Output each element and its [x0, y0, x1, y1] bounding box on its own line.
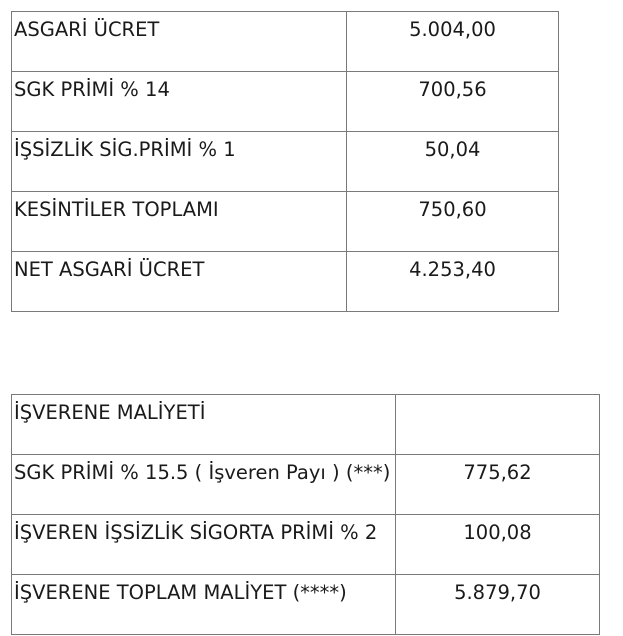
- table-row: [12, 455, 600, 515]
- table-row: [12, 515, 600, 575]
- row-value-employer-unemployment-premium: 100,08: [396, 515, 600, 575]
- row-label-employer-sgk-premium: SGK PRİMİ % 15.5 ( İşveren Payı ) (***): [12, 455, 396, 515]
- row-label-net-minimum-wage: NET ASGARİ ÜCRET: [12, 252, 347, 312]
- table-row: [12, 72, 559, 132]
- row-value-sgk-premium: 700,56: [347, 72, 559, 132]
- row-value-employer-sgk-premium: 775,62: [396, 455, 600, 515]
- table-header-row: [12, 395, 600, 455]
- table-row: [12, 575, 600, 635]
- minimum-wage-table: [11, 11, 559, 312]
- row-label-employer-total-cost: İŞVERENE TOPLAM MALİYET (****): [12, 575, 396, 635]
- row-value-deductions-total: 750,60: [347, 192, 559, 252]
- row-value-unemployment-premium: 50,04: [347, 132, 559, 192]
- row-label-unemployment-premium: İŞSİZLİK SİG.PRİMİ % 1: [12, 132, 347, 192]
- row-value-minimum-wage: 5.004,00: [347, 12, 559, 72]
- row-label-deductions-total: KESİNTİLER TOPLAMI: [12, 192, 347, 252]
- row-label-sgk-premium: SGK PRİMİ % 14: [12, 72, 347, 132]
- table-row: [12, 252, 559, 312]
- table-row: [12, 12, 559, 72]
- row-label-employer-unemployment-premium: İŞVEREN İŞSİZLİK SİGORTA PRİMİ % 2: [12, 515, 396, 575]
- table-row: [12, 192, 559, 252]
- row-value-employer-total-cost: 5.879,70: [396, 575, 600, 635]
- row-value-net-minimum-wage: 4.253,40: [347, 252, 559, 312]
- table-row: [12, 132, 559, 192]
- row-label-minimum-wage: ASGARİ ÜCRET: [12, 12, 347, 72]
- employer-cost-heading: İŞVERENE MALİYETİ: [12, 395, 396, 455]
- employer-cost-heading-value: [396, 395, 600, 455]
- employer-cost-table: [11, 394, 600, 635]
